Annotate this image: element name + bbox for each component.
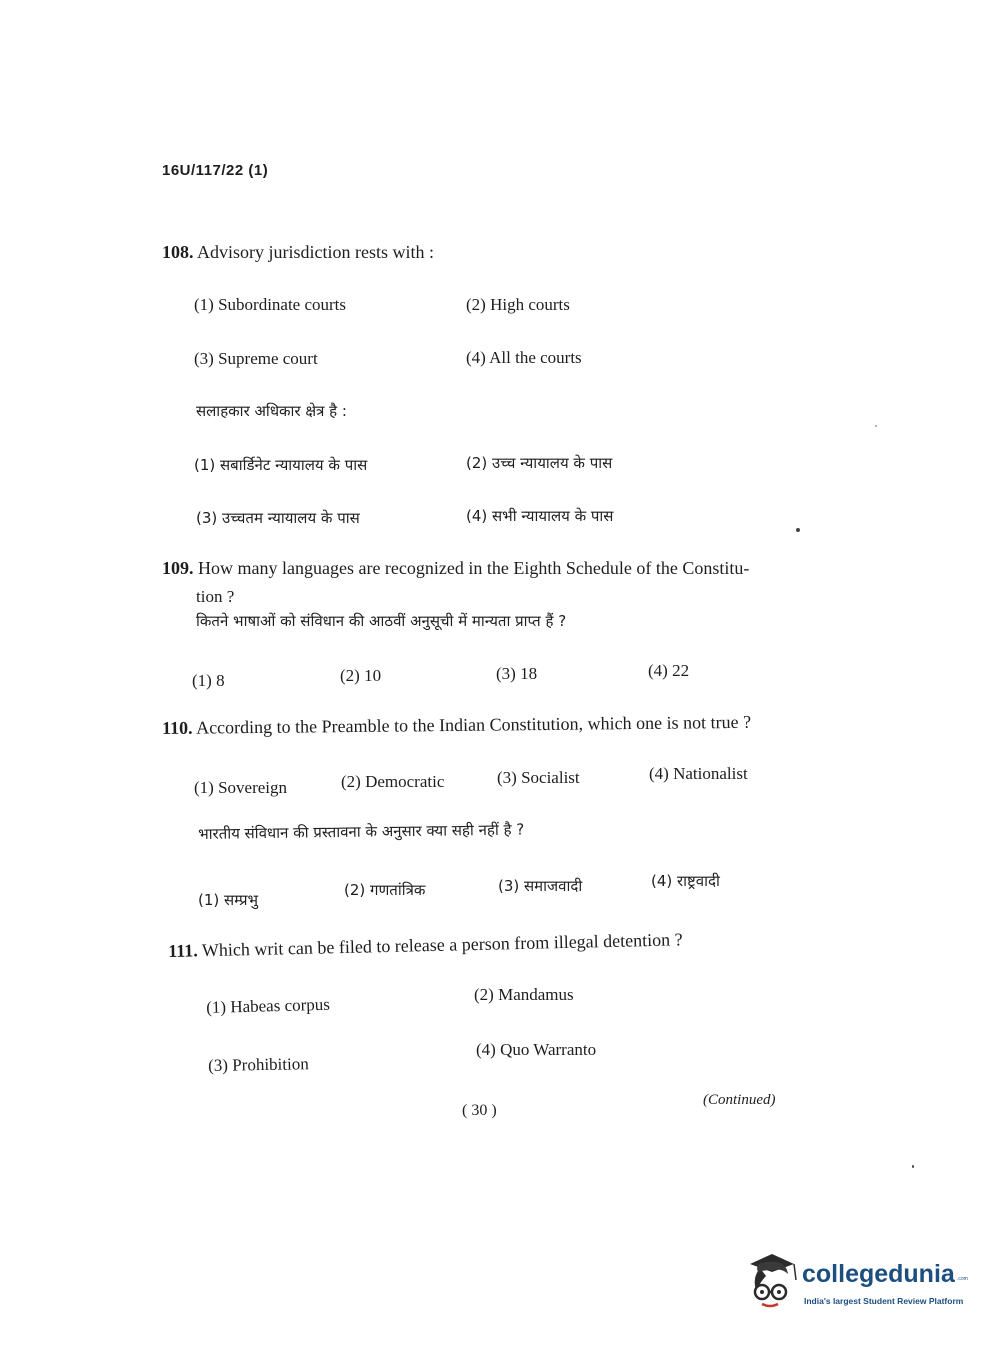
- scan-speck: [875, 425, 877, 427]
- option-108-4: (4) All the courts: [466, 348, 582, 367]
- question-110: [162, 712, 751, 739]
- question-109: [162, 558, 749, 579]
- question-108: [162, 242, 434, 263]
- paper-code: 16U/117/22 (1): [162, 162, 269, 179]
- logo-domain: .com: [957, 1276, 968, 1282]
- option-109-2: (2) 10: [340, 666, 382, 685]
- option-110-hindi-1: (1) सम्प्रभु: [198, 891, 259, 909]
- question-text: Advisory jurisdiction rests with :: [197, 242, 435, 262]
- option-110-hindi-4: (4) राष्ट्रवादी: [651, 872, 720, 890]
- logo-mascot-icon: [742, 1250, 802, 1312]
- option-109-1: (1) 8: [192, 671, 225, 690]
- question-text: Which writ can be filed to release a person from illegal detention ?: [201, 929, 683, 961]
- question-number: 110.: [162, 717, 193, 738]
- page-number: ( 30 ): [462, 1102, 497, 1119]
- collegedunia-logo: [742, 1250, 972, 1320]
- option-109-3: (3) 18: [496, 664, 538, 683]
- question-109-hindi: कितने भाषाओं को संविधान की आठवीं अनुसूची में मान्यता प्राप्त हैं ?: [196, 612, 567, 630]
- logo-name: collegedunia: [802, 1260, 955, 1288]
- option-110-1: (1) Sovereign: [194, 778, 288, 797]
- option-108-hindi-2: (2) उच्च न्यायालय के पास: [466, 454, 613, 472]
- scan-speck: [912, 1165, 914, 1168]
- option-110-hindi-2: (2) गणतांत्रिक: [344, 881, 426, 899]
- question-text: According to the Preamble to the Indian Constitution, which one is not true ?: [196, 711, 752, 738]
- option-111-2: (2) Mandamus: [474, 985, 574, 1004]
- question-109-cont: tion ?: [196, 587, 235, 606]
- question-number: 111.: [168, 940, 198, 961]
- question-111: [168, 929, 683, 962]
- option-110-3: (3) Socialist: [497, 768, 580, 787]
- question-text: How many languages are recognized in the Eighth Schedule of the Constitu-: [198, 558, 750, 578]
- option-111-4: (4) Quo Warranto: [476, 1040, 597, 1059]
- option-108-1: (1) Subordinate courts: [194, 295, 347, 314]
- continued-label: (Continued): [703, 1092, 776, 1108]
- option-111-3: (3) Prohibition: [208, 1054, 309, 1075]
- option-109-4: (4) 22: [648, 661, 690, 680]
- question-number: 109.: [162, 558, 194, 578]
- option-108-hindi-1: (1) सबार्डिनेट न्यायालय के पास: [194, 456, 368, 474]
- option-108-hindi-4: (4) सभी न्यायालय के पास: [466, 507, 614, 525]
- option-108-3: (3) Supreme court: [194, 349, 318, 368]
- question-110-hindi: भारतीय संविधान की प्रस्तावना के अनुसार क्या सही नहीं है ?: [198, 820, 525, 843]
- option-110-4: (4) Nationalist: [649, 764, 748, 783]
- option-110-2: (2) Democratic: [341, 772, 445, 791]
- option-108-hindi-3: (3) उच्चतम न्यायालय के पास: [196, 509, 360, 527]
- option-108-2: (2) High courts: [466, 295, 570, 314]
- option-111-1: (1) Habeas corpus: [206, 994, 331, 1017]
- logo-tagline: India's largest Student Review Platform: [804, 1296, 964, 1306]
- option-110-hindi-3: (3) समाजवादी: [498, 877, 583, 895]
- question-number: 108.: [162, 242, 194, 262]
- question-108-hindi: सलाहकार अधिकार क्षेत्र है :: [196, 402, 347, 420]
- scan-speck: [796, 528, 800, 532]
